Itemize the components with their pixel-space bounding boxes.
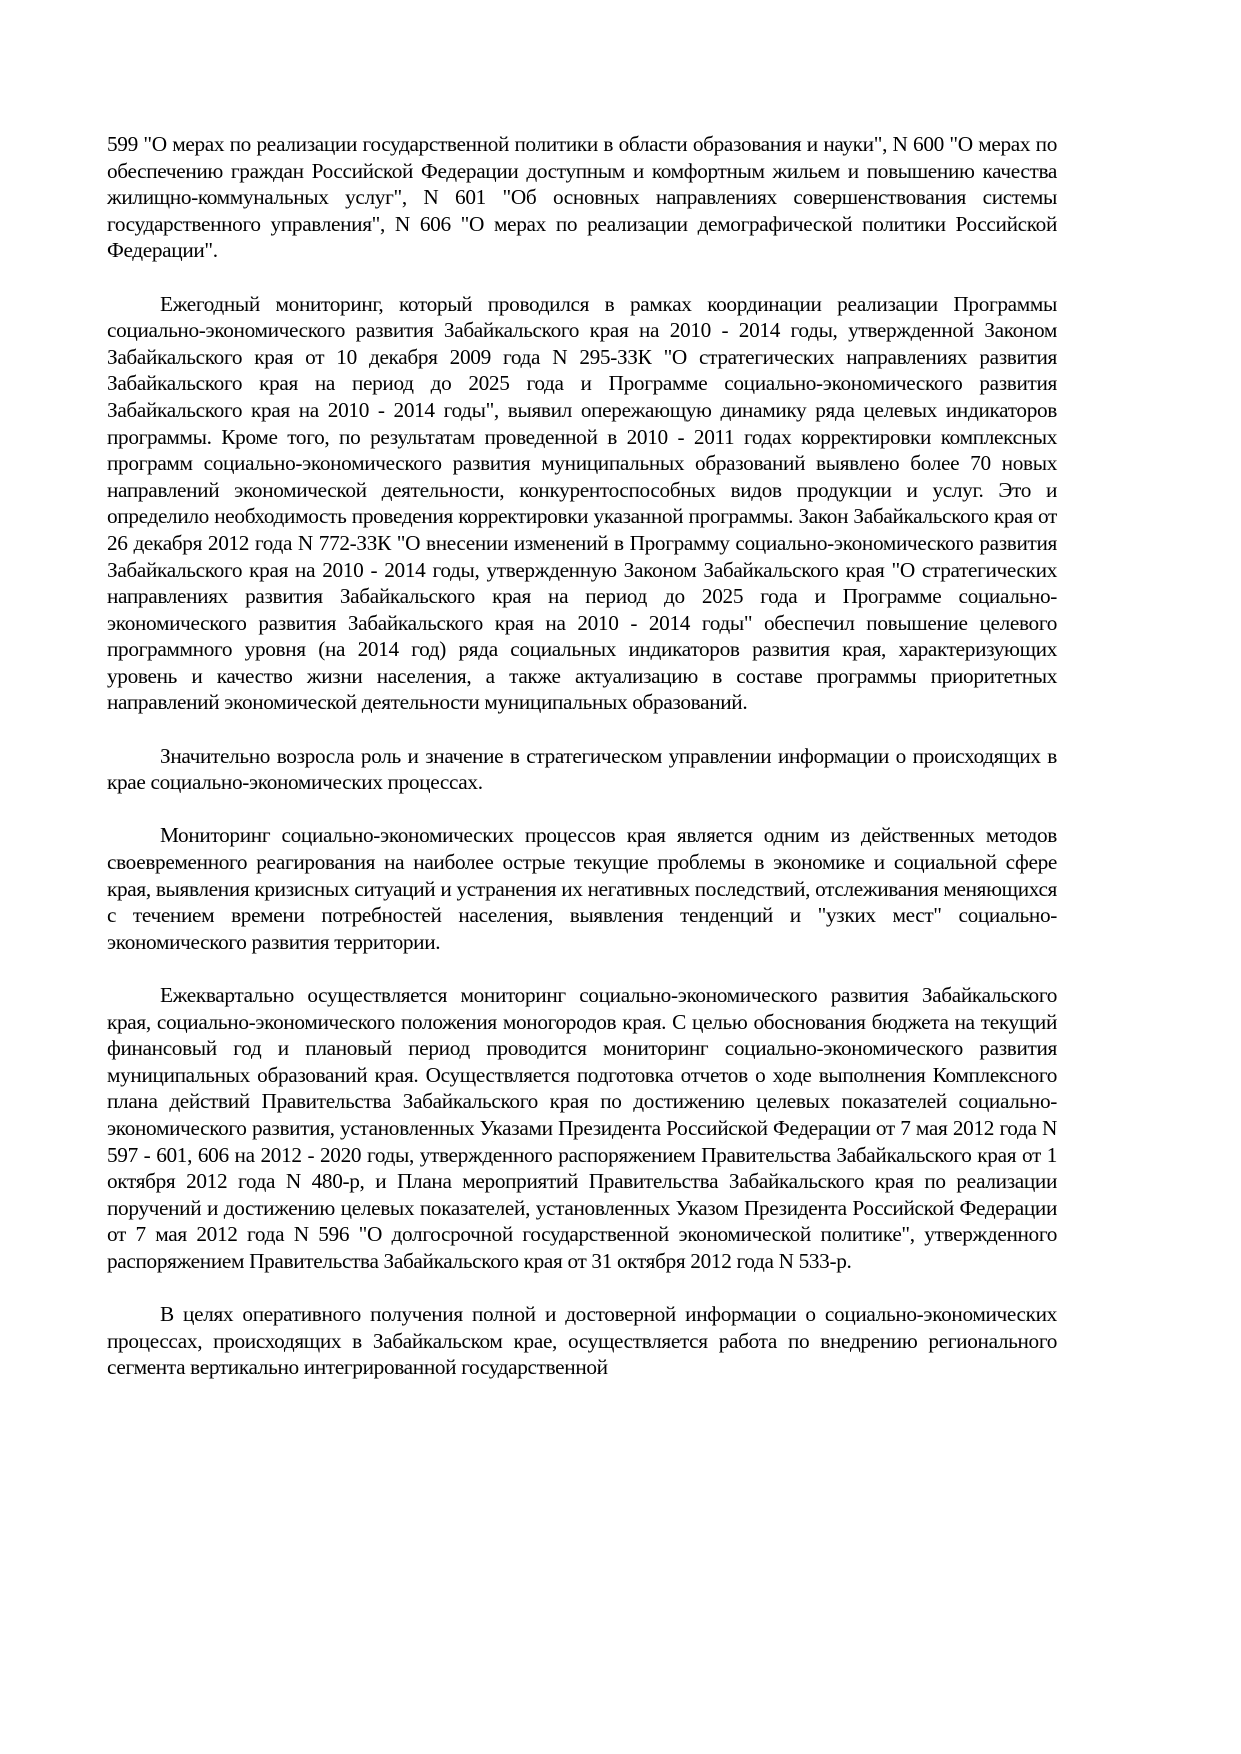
paragraph-operational-information: В целях оперативного получения полной и достоверной информации о социально-экономических процессах, происходящих в Забайкальском крае, осуществляется работа по внедрению регионального сегмента вертикально интегрированной государственной — [107, 1302, 1057, 1380]
paragraph-annual-monitoring: Ежегодный мониторинг, который проводился в рамках координации реализации Программы социально-экономического развития Забайкальского края на 2010 - 2014 годы, утвержденной Законом Забайкальского края от 10 декабря 2009 года N 295-ЗЗК "О стратегических направлениях развития Забайкальского края на период до 2025 года и Программе социально-экономического развития Забайкальского края на 2010 - 2014 годы", выявил опережающую динамику ряда целевых индикаторов программы. Кроме того, по результатам проведенной в 2010 - 2011 годах корректировки комплексных программ социально-экономического развития муниципальных образований выявлено более 70 новых направлений экономической деятельности, конкурентоспособных видов продукции и услуг. Это и определило необходимость проведения корректировки указанной программы. Закон Забайкальского края от 26 декабря 2012 года N 772-ЗЗК "О внесении изменений в Программу социально-экономического развития Забайкальского края на 2010 - 2014 годы, утвержденную Законом Забайкальского края "О стратегических направлениях развития Забайкальского края на период до 2025 года и Программе социально-экономического развития Забайкальского края на 2010 - 2014 годы" обеспечил повышение целевого программного уровня (на 2014 год) ряда социальных индикаторов развития края, характеризующих уровень и качество жизни населения, а также актуализацию в составе программы приоритетных направлений экономической деятельности муниципальных образований. — [107, 291, 1057, 715]
paragraph-decrees-list: 599 "О мерах по реализации государственной политики в области образования и науки", N 600 "О мерах по обеспечению граждан Российской Федерации доступным и комфортным жильем и повышению качества жилищно-коммунальных услуг", N 601 "Об основных направлениях совершенствования системы государственного управления", N 606 "О мерах по реализации демографической политики Российской Федерации". — [107, 132, 1057, 263]
paragraph-strategic-management-role: Значительно возросла роль и значение в стратегическом управлении информации о происходящих в крае социально-экономических процессах. — [107, 743, 1057, 795]
document-page — [107, 131, 1057, 1408]
paragraph-quarterly-monitoring: Ежеквартально осуществляется мониторинг социально-экономического развития Забайкальского края, социально-экономического положения моногородов края. С целью обоснования бюджета на текущий финансовый год и плановый период проводится мониторинг социально-экономического развития муниципальных образований края. Осуществляется подготовка отчетов о ходе выполнения Комплексного плана действий Правительства Забайкальского края по достижению целевых показателей социально-экономического развития, установленных Указами Президента Российской Федерации от 7 мая 2012 года N 597 - 601, 606 на 2012 - 2020 годы, утвержденного распоряжением Правительства Забайкальского края от 1 октября 2012 года N 480-р, и Плана мероприятий Правительства Забайкальского края по реализации поручений и достижению целевых показателей, установленных Указом Президента Российской Федерации от 7 мая 2012 года N 596 "О долгосрочной государственной экономической политике", утвержденного распоряжением Правительства Забайкальского края от 31 октября 2012 года N 533-р. — [107, 983, 1057, 1273]
paragraph-monitoring-methods: Мониторинг социально-экономических процессов края является одним из действенных методов своевременного реагирования на наиболее острые текущие проблемы в экономике и социальной сфере края, выявления кризисных ситуаций и устранения их негативных последствий, отслеживания меняющихся с течением времени потребностей населения, выявления тенденций и "узких мест" социально-экономического развития территории. — [107, 823, 1057, 954]
